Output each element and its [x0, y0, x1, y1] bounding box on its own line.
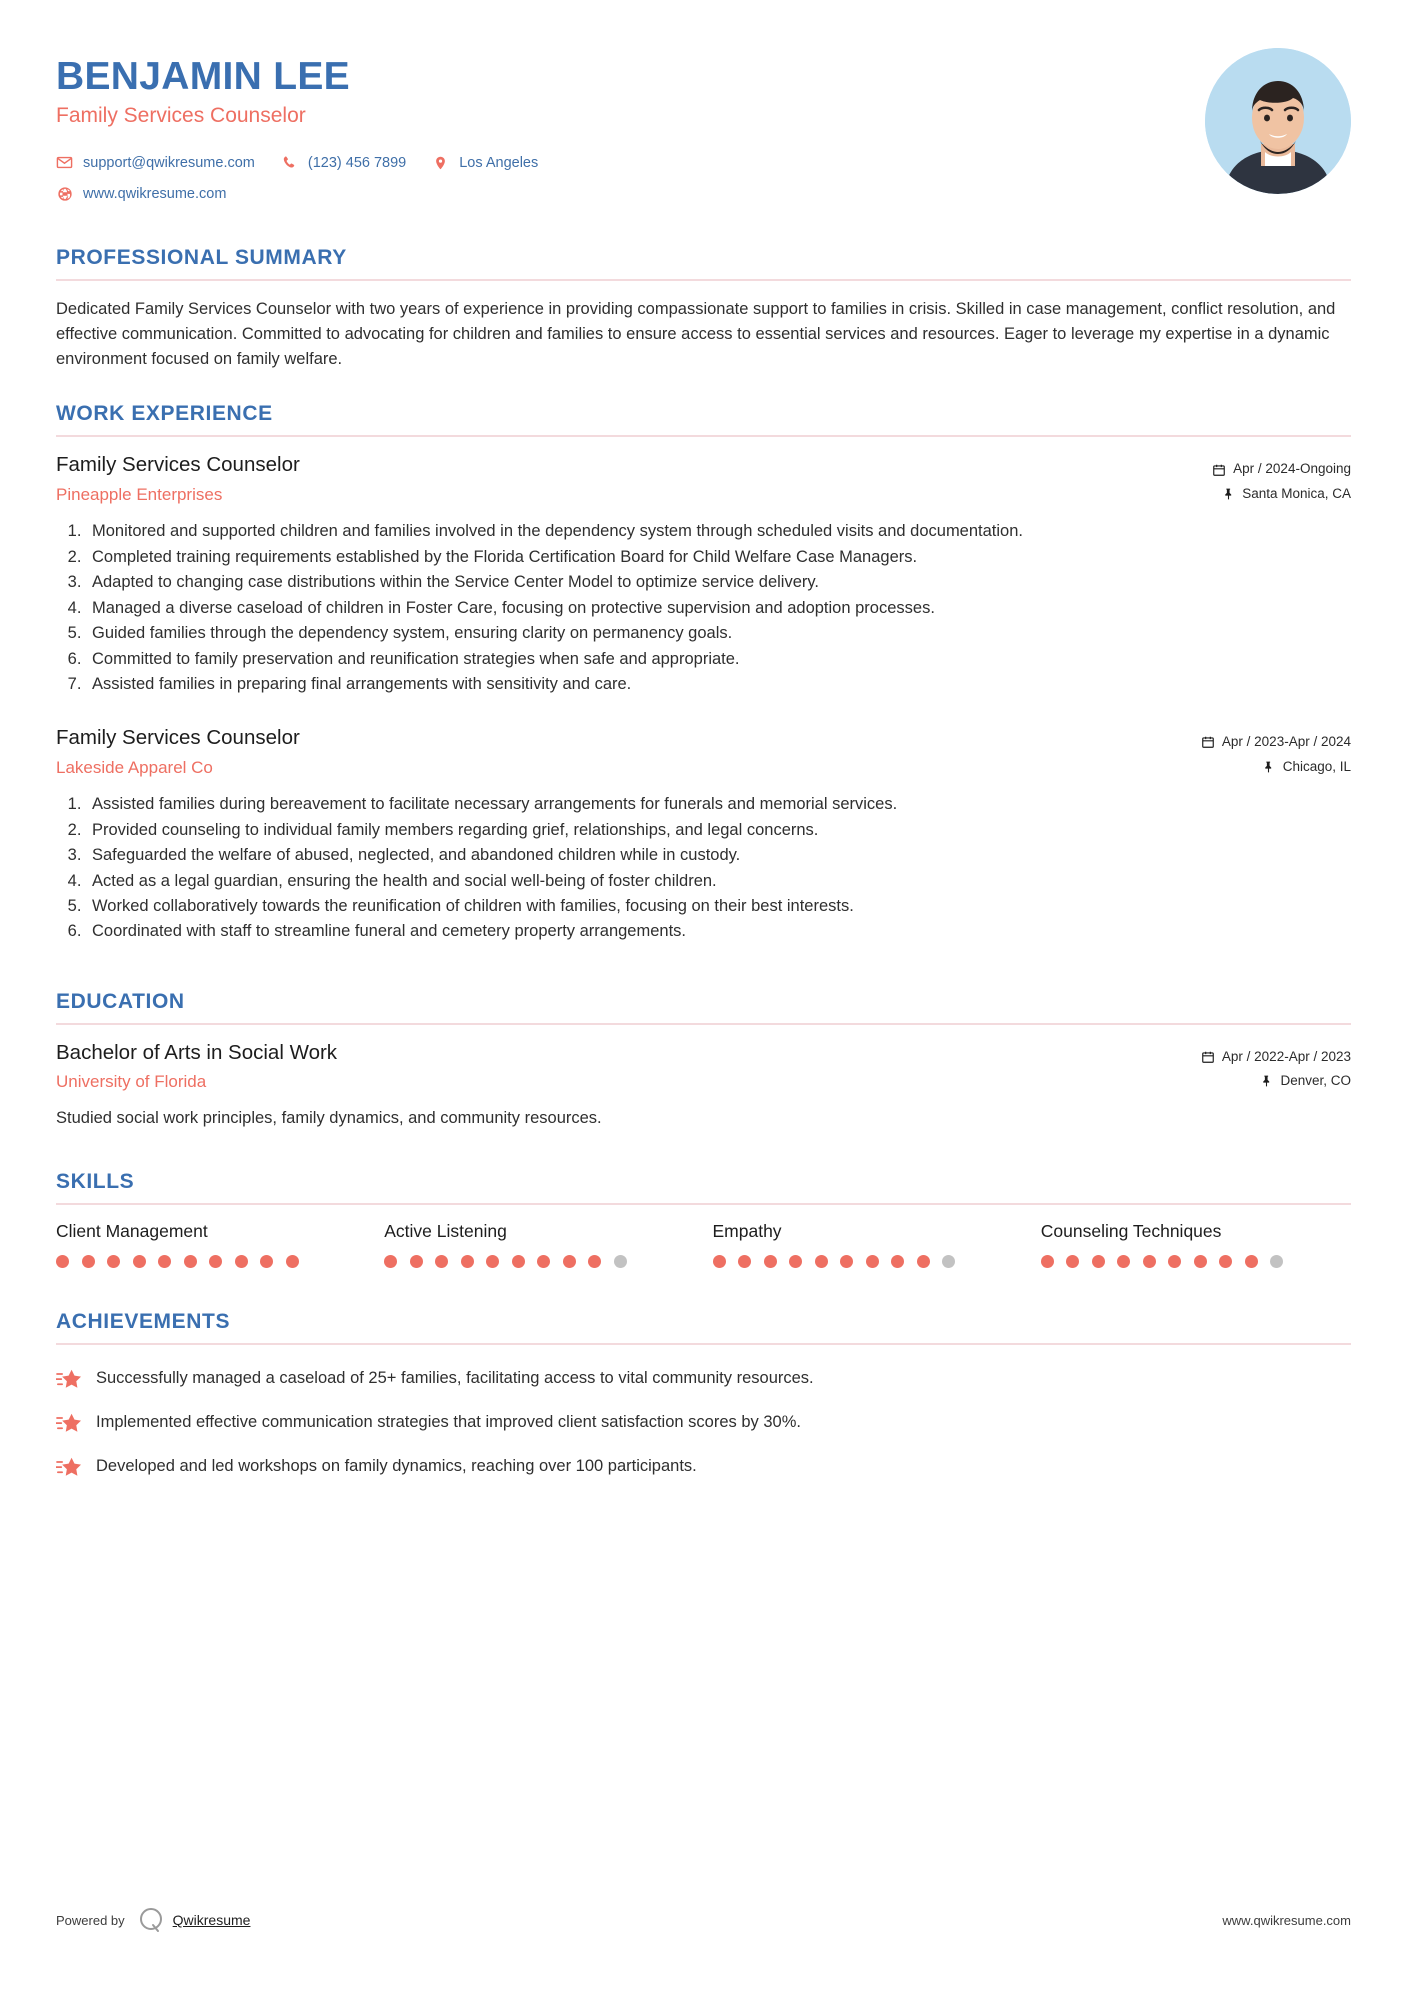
work-entry-meta	[1212, 453, 1351, 504]
education-entry	[56, 1041, 1351, 1131]
pushpin-icon	[1259, 1074, 1273, 1088]
skill-dot-filled	[1041, 1255, 1054, 1268]
skill-dot-filled	[461, 1255, 474, 1268]
skill-label: Counseling Techniques	[1040, 1221, 1222, 1242]
skill-dot-filled	[1143, 1255, 1156, 1268]
work-dates	[1212, 459, 1351, 479]
work-entry-identity	[56, 453, 1212, 505]
footer-branding	[56, 1906, 250, 1934]
education-location-label: Denver, CO	[1280, 1072, 1351, 1088]
skill-rating	[56, 1255, 366, 1268]
envelope-icon	[56, 154, 73, 171]
contact-website[interactable]	[56, 185, 226, 202]
work-role: Family Services Counselor	[56, 453, 300, 477]
work-bullet: 2. Provided counseling to individual family members regarding grief, relationships, and legal concerns.	[86, 818, 1351, 842]
globe-icon	[56, 185, 73, 202]
work-entry	[56, 726, 1351, 943]
skill-dot-filled	[537, 1255, 550, 1268]
section-title-skills: SKILLS	[56, 1170, 135, 1194]
work-bullet: 5. Worked collaboratively towards the reunification of children with families, focusing on their best interests.	[86, 894, 1351, 918]
pushpin-icon	[1221, 487, 1235, 501]
education-entry-meta	[1201, 1041, 1351, 1092]
skill-dot-filled	[891, 1255, 904, 1268]
section-title-work: WORK EXPERIENCE	[56, 402, 273, 426]
contact-email[interactable]	[56, 154, 255, 171]
achievement-item	[56, 1367, 1351, 1392]
skill-dot-filled	[133, 1255, 146, 1268]
education-dates-label: Apr / 2022-Apr / 2023	[1221, 1048, 1351, 1064]
work-location-label: Chicago, IL	[1282, 758, 1351, 774]
skill-label: Active Listening	[384, 1221, 507, 1242]
summary-text: Dedicated Family Services Counselor with two years of experience in providing compassionate support to families in crisis. Skilled in case management, conflict resolution, and effective communication. Committed to advocating for children and families to ensure access to essential services and resources. Eager to leverage my expertise in a dynamic environment focused on family welfare.	[56, 300, 1336, 369]
work-bullet: 5. Guided families through the dependency system, ensuring clarity on permanency goals.	[86, 621, 1351, 645]
skill-dot-filled	[1194, 1255, 1207, 1268]
skill-rating	[713, 1255, 1023, 1268]
achievement-item	[56, 1411, 1351, 1436]
work-bullet: 6. Coordinated with staff to streamline funeral and cemetery property arrangements.	[86, 919, 1351, 943]
skill-dot-filled	[286, 1255, 299, 1268]
work-bullet: 1. Assisted families during bereavement to facilitate necessary arrangements for funerals and memorial services.	[86, 792, 1351, 816]
education-entry-header	[56, 1041, 1351, 1093]
contact-location	[432, 154, 538, 171]
skill-dot-filled	[260, 1255, 273, 1268]
skill-label: Empathy	[712, 1221, 782, 1242]
skill-dot-filled	[588, 1255, 601, 1268]
contact-location-label: Los Angeles	[459, 154, 539, 171]
skill-dot-filled	[435, 1255, 448, 1268]
powered-by-label: Powered by	[56, 1912, 125, 1928]
skill-dot-filled	[209, 1255, 222, 1268]
skill-item	[384, 1221, 694, 1268]
contact-email-label: support@qwikresume.com	[83, 154, 255, 171]
work-location	[1201, 757, 1351, 777]
skills-grid	[56, 1221, 1351, 1268]
skill-dot-filled	[866, 1255, 879, 1268]
skill-rating	[384, 1255, 694, 1268]
skill-dot-filled	[840, 1255, 853, 1268]
skill-dot-filled	[107, 1255, 120, 1268]
work-bullet: 1. Monitored and supported children and families involved in the dependency system through scheduled visits and documentation.	[86, 519, 1351, 543]
footer-brand-link[interactable]: Qwikresume	[172, 1912, 251, 1928]
skill-dot-filled	[563, 1255, 576, 1268]
skill-dot-empty	[1270, 1255, 1283, 1268]
section-divider	[56, 1343, 1351, 1345]
section-title-education: EDUCATION	[56, 989, 185, 1013]
work-company: Pineapple Enterprises	[56, 485, 223, 505]
footer-url: www.qwikresume.com	[1222, 1912, 1351, 1928]
skill-dot-filled	[56, 1255, 69, 1268]
education-description: Studied social work principles, family dynamics, and community resources.	[56, 1108, 602, 1127]
candidate-name: BENJAMIN LEE	[56, 55, 350, 98]
section-divider	[56, 1023, 1351, 1025]
map-pin-icon	[432, 154, 449, 171]
avatar	[1205, 48, 1351, 194]
calendar-icon	[1201, 735, 1215, 749]
skill-dot-filled	[158, 1255, 171, 1268]
achievement-text: Implemented effective communication strategies that improved client satisfaction scores by 30%.	[96, 1413, 801, 1432]
skill-dot-filled	[815, 1255, 828, 1268]
work-bullet: 4. Acted as a legal guardian, ensuring the health and social well-being of foster children.	[86, 869, 1351, 893]
skill-dot-filled	[917, 1255, 930, 1268]
contact-row-secondary	[56, 185, 1205, 202]
section-divider	[56, 279, 1351, 281]
contact-phone[interactable]	[281, 154, 406, 171]
work-bullets	[56, 792, 1351, 943]
skill-dot-filled	[1245, 1255, 1258, 1268]
work-company: Lakeside Apparel Co	[56, 757, 213, 777]
skill-dot-empty	[942, 1255, 955, 1268]
skill-dot-filled	[1168, 1255, 1181, 1268]
education-entry-identity	[56, 1041, 1201, 1093]
section-achievements	[56, 1310, 1351, 1480]
work-bullet: 7. Assisted families in preparing final arrangements with sensitivity and care.	[86, 672, 1351, 696]
section-title-summary: PROFESSIONAL SUMMARY	[56, 246, 347, 270]
skill-dot-filled	[764, 1255, 777, 1268]
skill-dot-filled	[512, 1255, 525, 1268]
section-divider	[56, 1203, 1351, 1205]
skill-dot-filled	[384, 1255, 397, 1268]
work-bullet: 4. Managed a diverse caseload of children in Foster Care, focusing on protective supervision and adoption processes.	[86, 596, 1351, 620]
skill-dot-filled	[713, 1255, 726, 1268]
shooting-star-icon	[56, 1368, 82, 1392]
skill-item	[1041, 1221, 1351, 1268]
work-location-label: Santa Monica, CA	[1242, 485, 1351, 501]
skill-dot-filled	[738, 1255, 751, 1268]
page-footer	[56, 1906, 1351, 1934]
achievement-item	[56, 1455, 1351, 1480]
achievement-text: Developed and led workshops on family dynamics, reaching over 100 participants.	[96, 1457, 697, 1476]
skill-item	[713, 1221, 1023, 1268]
work-dates-label: Apr / 2024-Ongoing	[1233, 461, 1351, 477]
work-dates	[1201, 732, 1351, 752]
pushpin-icon	[1262, 760, 1276, 774]
contact-row-primary	[56, 154, 1205, 171]
skill-label: Client Management	[56, 1221, 208, 1242]
skill-dot-filled	[410, 1255, 423, 1268]
resume-header	[56, 52, 1351, 216]
phone-icon	[281, 154, 298, 171]
education-degree: Bachelor of Arts in Social Work	[56, 1040, 338, 1064]
section-work-experience	[56, 402, 1351, 943]
section-skills	[56, 1170, 1351, 1268]
skill-dot-filled	[486, 1255, 499, 1268]
education-dates	[1201, 1047, 1351, 1067]
work-entry-meta	[1201, 726, 1351, 777]
work-entry-header	[56, 453, 1351, 505]
contact-phone-label: (123) 456 7899	[307, 154, 407, 171]
work-bullet: 3. Safeguarded the welfare of abused, neglected, and abandoned children while in custody.	[86, 843, 1351, 867]
skill-dot-filled	[1219, 1255, 1232, 1268]
candidate-job-title: Family Services Counselor	[56, 104, 306, 128]
work-bullet: 2. Completed training requirements established by the Florida Certification Board for Child Welfare Case Managers.	[86, 545, 1351, 569]
skill-dot-filled	[1117, 1255, 1130, 1268]
skill-dot-filled	[1066, 1255, 1079, 1268]
skill-dot-filled	[1092, 1255, 1105, 1268]
skill-dot-filled	[789, 1255, 802, 1268]
skill-item	[56, 1221, 366, 1268]
work-bullet: 3. Adapted to changing case distributions within the Service Center Model to optimize service delivery.	[86, 570, 1351, 594]
achievement-text: Successfully managed a caseload of 25+ families, facilitating access to vital community resources.	[96, 1369, 814, 1388]
education-school: University of Florida	[56, 1072, 207, 1092]
skill-dot-filled	[82, 1255, 95, 1268]
work-entry	[56, 453, 1351, 696]
skill-dot-filled	[184, 1255, 197, 1268]
calendar-icon	[1201, 1050, 1215, 1064]
work-entry-header	[56, 726, 1351, 778]
section-professional-summary	[56, 246, 1351, 372]
section-divider	[56, 435, 1351, 437]
header-left	[56, 52, 1205, 216]
skill-rating	[1041, 1255, 1351, 1268]
section-title-achievements: ACHIEVEMENTS	[56, 1310, 231, 1334]
calendar-icon	[1212, 463, 1226, 477]
contact-website-label: www.qwikresume.com	[83, 185, 227, 202]
work-dates-label: Apr / 2023-Apr / 2024	[1221, 734, 1351, 750]
work-role: Family Services Counselor	[56, 726, 300, 750]
work-location	[1212, 484, 1351, 504]
work-entry-identity	[56, 726, 1201, 778]
qwikresume-logo-icon	[137, 1906, 165, 1934]
shooting-star-icon	[56, 1456, 82, 1480]
education-location	[1201, 1071, 1351, 1091]
work-bullet: 6. Committed to family preservation and reunification strategies when safe and appropriate.	[86, 647, 1351, 671]
work-bullets	[56, 519, 1351, 696]
skill-dot-filled	[235, 1255, 248, 1268]
section-education	[56, 990, 1351, 1131]
shooting-star-icon	[56, 1412, 82, 1436]
skill-dot-empty	[614, 1255, 627, 1268]
